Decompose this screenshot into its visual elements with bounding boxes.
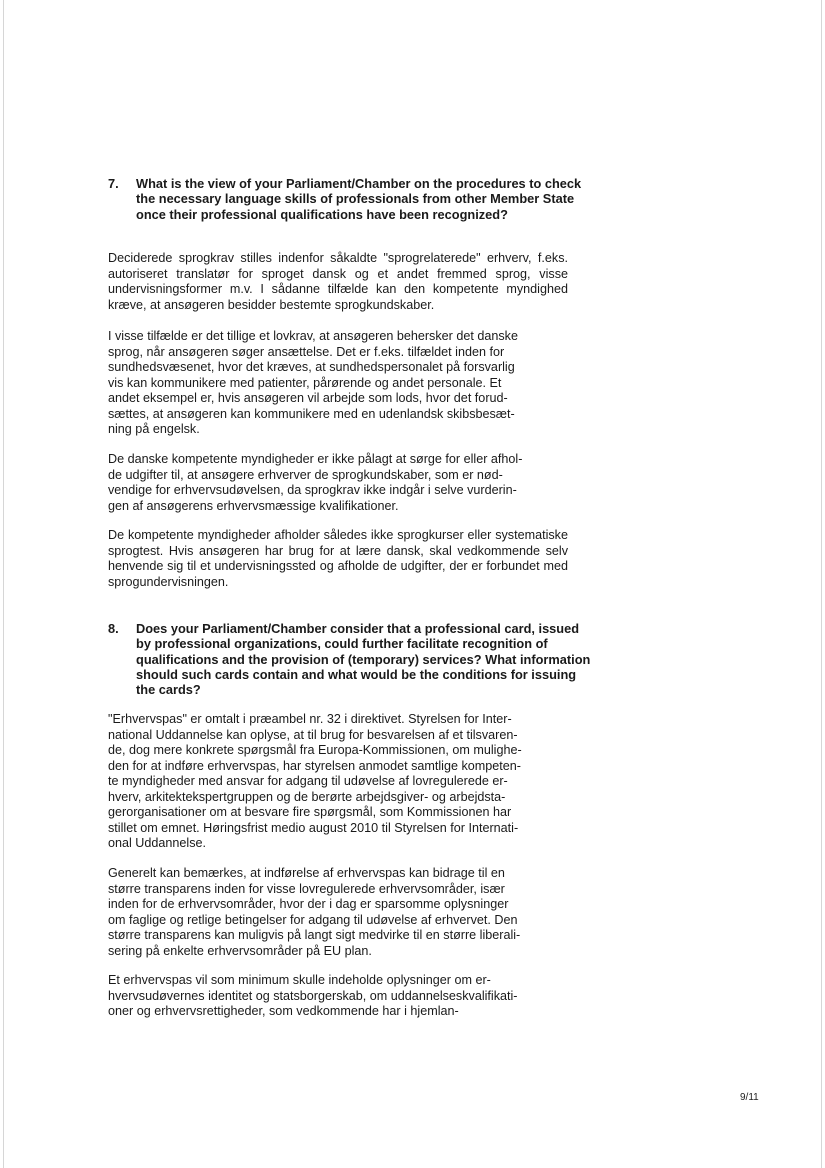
page-edge-right <box>821 0 822 1168</box>
question-8-heading <box>108 621 596 697</box>
page-edge-left <box>3 0 4 1168</box>
q8-paragraph-1: "Erhvervspas" er omtalt i præambel nr. 32 i direktivet. Styrelsen for Inter- national Uddannelse kan oplyse, at til brug for besvarelsen af et tilsvaren- de, dog mere konkrete spørgsmål fra Europa-Kommissionen, om mulighe- den for at indføre erhvervspas, har styrelsen anmodet samtlige kompeten- te myndigheder med ansvar for adgang til udøvelse af lovregulerede er- hverv, arkitektekspertgruppen og de berørte arbejdsgiver- og arbejdsta- gerorganisationer om at besvare fire spørgsmål, som Kommissionen har stillet om emnet. Høringsfrist medio august 2010 til Styrelsen for Internati- onal Uddannelse. <box>108 712 522 850</box>
question-8-text: Does your Parliament/Chamber consider that a professional card, issued by professional organizations, could further facilitate recognition of qualifications and the provision of (temporary) services? What information should such cards contain and what would be the conditions for issuing the cards? <box>136 621 591 698</box>
q7-paragraph-2: I visse tilfælde er det tillige et lovkrav, at ansøgeren behersker det danske sprog, når ansøgeren søger ansættelse. Det er f.eks. tilfældet inden for sundhedsvæsenet, hvor det kræves, at sundhedspersonalet på forsvarlig vis kan kommunikere med patienter, pårørende og andet personale. Et andet eksempel er, hvis ansøgeren vil arbejde som lods, hvor det forud- sættes, at ansøgeren kan kommunikere med en udenlandsk skibsbesæt- ning på engelsk. <box>108 329 518 436</box>
question-7-heading <box>108 176 596 222</box>
q8-paragraph-2: Generelt kan bemærkes, at indførelse af erhvervspas kan bidrage til en større transparens inden for visse lovregulerede erhvervsområder, især inden for de erhvervsområder, hvor der i dag er sparsomme oplysninger om faglige og retlige betingelser for adgang til udøvelse af erhvervet. Den større transparens kan muligvis på langt sigt medvirke til en større liberali- sering på enkelte erhvervsområder på EU plan. <box>108 866 521 958</box>
question-7-number: 7. <box>108 176 119 191</box>
question-8-number: 8. <box>108 621 119 636</box>
q7-paragraph-4: De kompetente myndigheder afholder således ikke sprogkurser eller systematiske sprogtest. Hvis ansøgeren har brug for at lære dansk, skal vedkommende selv henvende sig til et undervisningssted og afholde de udgifter, der er forbundet med sprogundervisningen. <box>108 528 568 589</box>
q7-paragraph-1: Deciderede sprogkrav stilles indenfor såkaldte "sprogrelaterede" erhverv, f.eks. autoriseret translatør for sproget dansk og et andet fremmed sprog, visse undervisningsformer m.v. I sådanne tilfælde kan den kompetente myndighed kræve, at ansøgeren besidder bestemte sprogkundskaber. <box>108 251 568 312</box>
question-7-text: What is the view of your Parliament/Chamber on the procedures to check the necessary language skills of professionals from other Member State once their professional qualifications have been recognized? <box>136 176 582 222</box>
q8-paragraph-3: Et erhvervspas vil som minimum skulle indeholde oplysninger om er- hvervsudøvernes identitet og statsborgerskab, om uddannelseskvalifikati- oner og erhvervsrettigheder, som vedkommende har i hjemlan- <box>108 973 518 1018</box>
q7-paragraph-3: De danske kompetente myndigheder er ikke pålagt at sørge for eller afhol- de udgifter til, at ansøgere erhverver de sprogkundskaber, som er nød- vendige for erhvervsudøvelsen, da sprogkrav ikke indgår i selve vurderin- gen af ansøgerens erhvervsmæssige kvalifikationer. <box>108 452 523 513</box>
page-number: 9/11 <box>740 1092 759 1103</box>
